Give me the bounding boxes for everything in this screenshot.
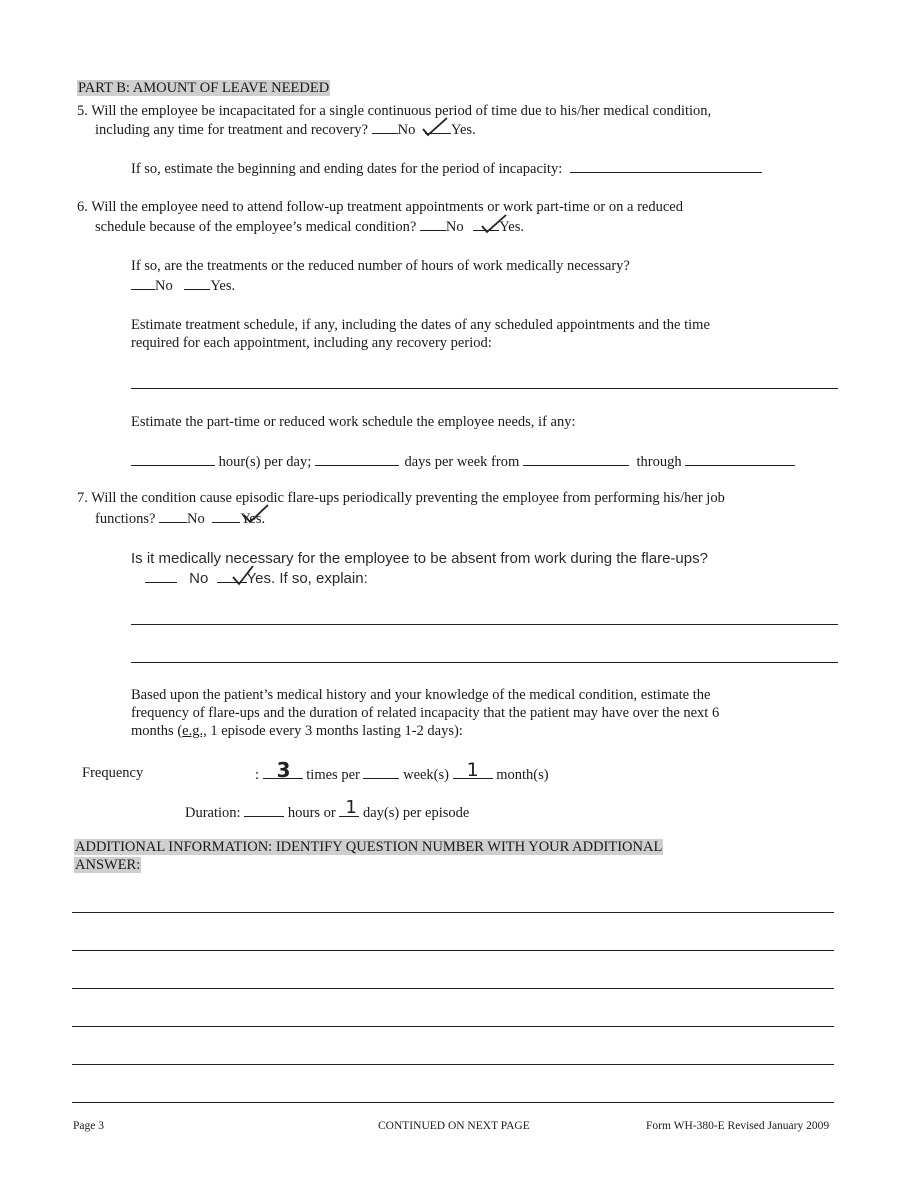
- q6-parttime-fields: hour(s) per day; days per week from through: [131, 451, 795, 471]
- q6-no-checkmark-icon: [480, 213, 510, 235]
- q7-absent-options: No Yes. If so, explain:: [145, 568, 368, 588]
- q7-absent-no-blank[interactable]: [145, 568, 177, 583]
- additional-line-1[interactable]: [72, 912, 834, 913]
- q6-necessary-no-blank[interactable]: [131, 275, 155, 290]
- q7-explain-line-1[interactable]: [131, 624, 838, 625]
- q6-schedule-line2: required for each appointment, including any recovery period:: [131, 335, 492, 351]
- part-b-heading: PART B: AMOUNT OF LEAVE NEEDED: [78, 80, 330, 96]
- additional-heading-line2: ANSWER:: [75, 857, 141, 873]
- q5-no-label: No: [397, 122, 416, 138]
- q7-absent-question: Is it medically necessary for the employee to be absent from work during the flare-ups?: [131, 550, 708, 567]
- q5-text-line2: including any time for treatment and recovery? No Yes.: [95, 119, 476, 139]
- q6-necessary-question: If so, are the treatments or the reduced number of hours of work medically necessary?: [131, 258, 630, 274]
- q6-text-line2: schedule because of the employee’s medical condition? No Yes.: [95, 216, 524, 236]
- additional-heading-line1: ADDITIONAL INFORMATION: IDENTIFY QUESTION NUMBER WITH YOUR ADDITIONAL: [75, 839, 663, 855]
- q5-followup: If so, estimate the beginning and ending dates for the period of incapacity:: [131, 158, 762, 178]
- q5-text-line1: 5. Will the employee be incapacitated for a single continuous period of time due to his/her medical condition,: [77, 103, 712, 119]
- additional-line-4[interactable]: [72, 1026, 834, 1027]
- q7-text-line1: 7. Will the condition cause episodic flare-ups periodically preventing the employee from performing his/her job: [77, 490, 725, 506]
- q6-schedule-answer-line[interactable]: [131, 388, 838, 389]
- duration-fields: Duration: hours or 1 day(s) per episode: [185, 797, 470, 821]
- q6-text-line1: 6. Will the employee need to attend follow-up treatment appointments or work part-time or on a reduced: [77, 199, 683, 215]
- q7-no-blank[interactable]: [159, 508, 187, 523]
- duration-hours-field[interactable]: [244, 802, 284, 817]
- additional-line-6[interactable]: [72, 1102, 834, 1103]
- q7-text-line2: functions? No Yes.: [95, 508, 265, 528]
- through-date-field[interactable]: [685, 451, 795, 466]
- q7-based-line1: Based upon the patient’s medical history and your knowledge of the medical condition, estimate the: [131, 687, 711, 703]
- q7-yes-blank[interactable]: [212, 508, 240, 523]
- weeks-field[interactable]: [363, 764, 399, 779]
- q5-yes-label: Yes.: [450, 122, 476, 138]
- hours-per-day-field[interactable]: [131, 451, 215, 466]
- q5-dates-field[interactable]: [570, 158, 762, 173]
- from-date-field[interactable]: [523, 451, 629, 466]
- frequency-label: Frequency: [82, 765, 144, 781]
- q7-explain-line-2[interactable]: [131, 662, 838, 663]
- q6-parttime-question: Estimate the part-time or reduced work schedule the employee needs, if any:: [131, 414, 576, 430]
- additional-line-5[interactable]: [72, 1064, 834, 1065]
- duration-days-field[interactable]: 1: [339, 802, 359, 817]
- q5-no-checkmark-icon: [421, 116, 451, 138]
- q7-based-line3: months (e.g., 1 episode every 3 months lasting 1-2 days):: [131, 723, 463, 739]
- q7-based-line2: frequency of flare-ups and the duration of related incapacity that the patient may have over the next 6: [131, 705, 720, 721]
- q6-necessary-options: No Yes.: [131, 275, 235, 295]
- q6-schedule-line1: Estimate treatment schedule, if any, including the dates of any scheduled appointments and the time: [131, 317, 710, 333]
- additional-line-3[interactable]: [72, 988, 834, 989]
- q6-necessary-yes-blank[interactable]: [184, 275, 210, 290]
- times-per-field[interactable]: 3: [263, 764, 303, 779]
- days-per-week-field[interactable]: [315, 451, 399, 466]
- additional-line-2[interactable]: [72, 950, 834, 951]
- q7-yes-checkmark-icon: [242, 503, 272, 525]
- q7-absent-yes-checkmark-icon: [231, 565, 257, 587]
- frequency-fields: : 3 times per week(s) 1 month(s): [255, 758, 549, 783]
- footer-form-id: Form WH-380-E Revised January 2009: [646, 1120, 830, 1132]
- q6-no-blank[interactable]: [420, 216, 446, 231]
- footer-continued: CONTINUED ON NEXT PAGE: [378, 1120, 530, 1132]
- months-field[interactable]: 1: [453, 764, 493, 779]
- q5-no-blank[interactable]: [372, 119, 398, 134]
- footer-page-number: Page 3: [73, 1120, 104, 1132]
